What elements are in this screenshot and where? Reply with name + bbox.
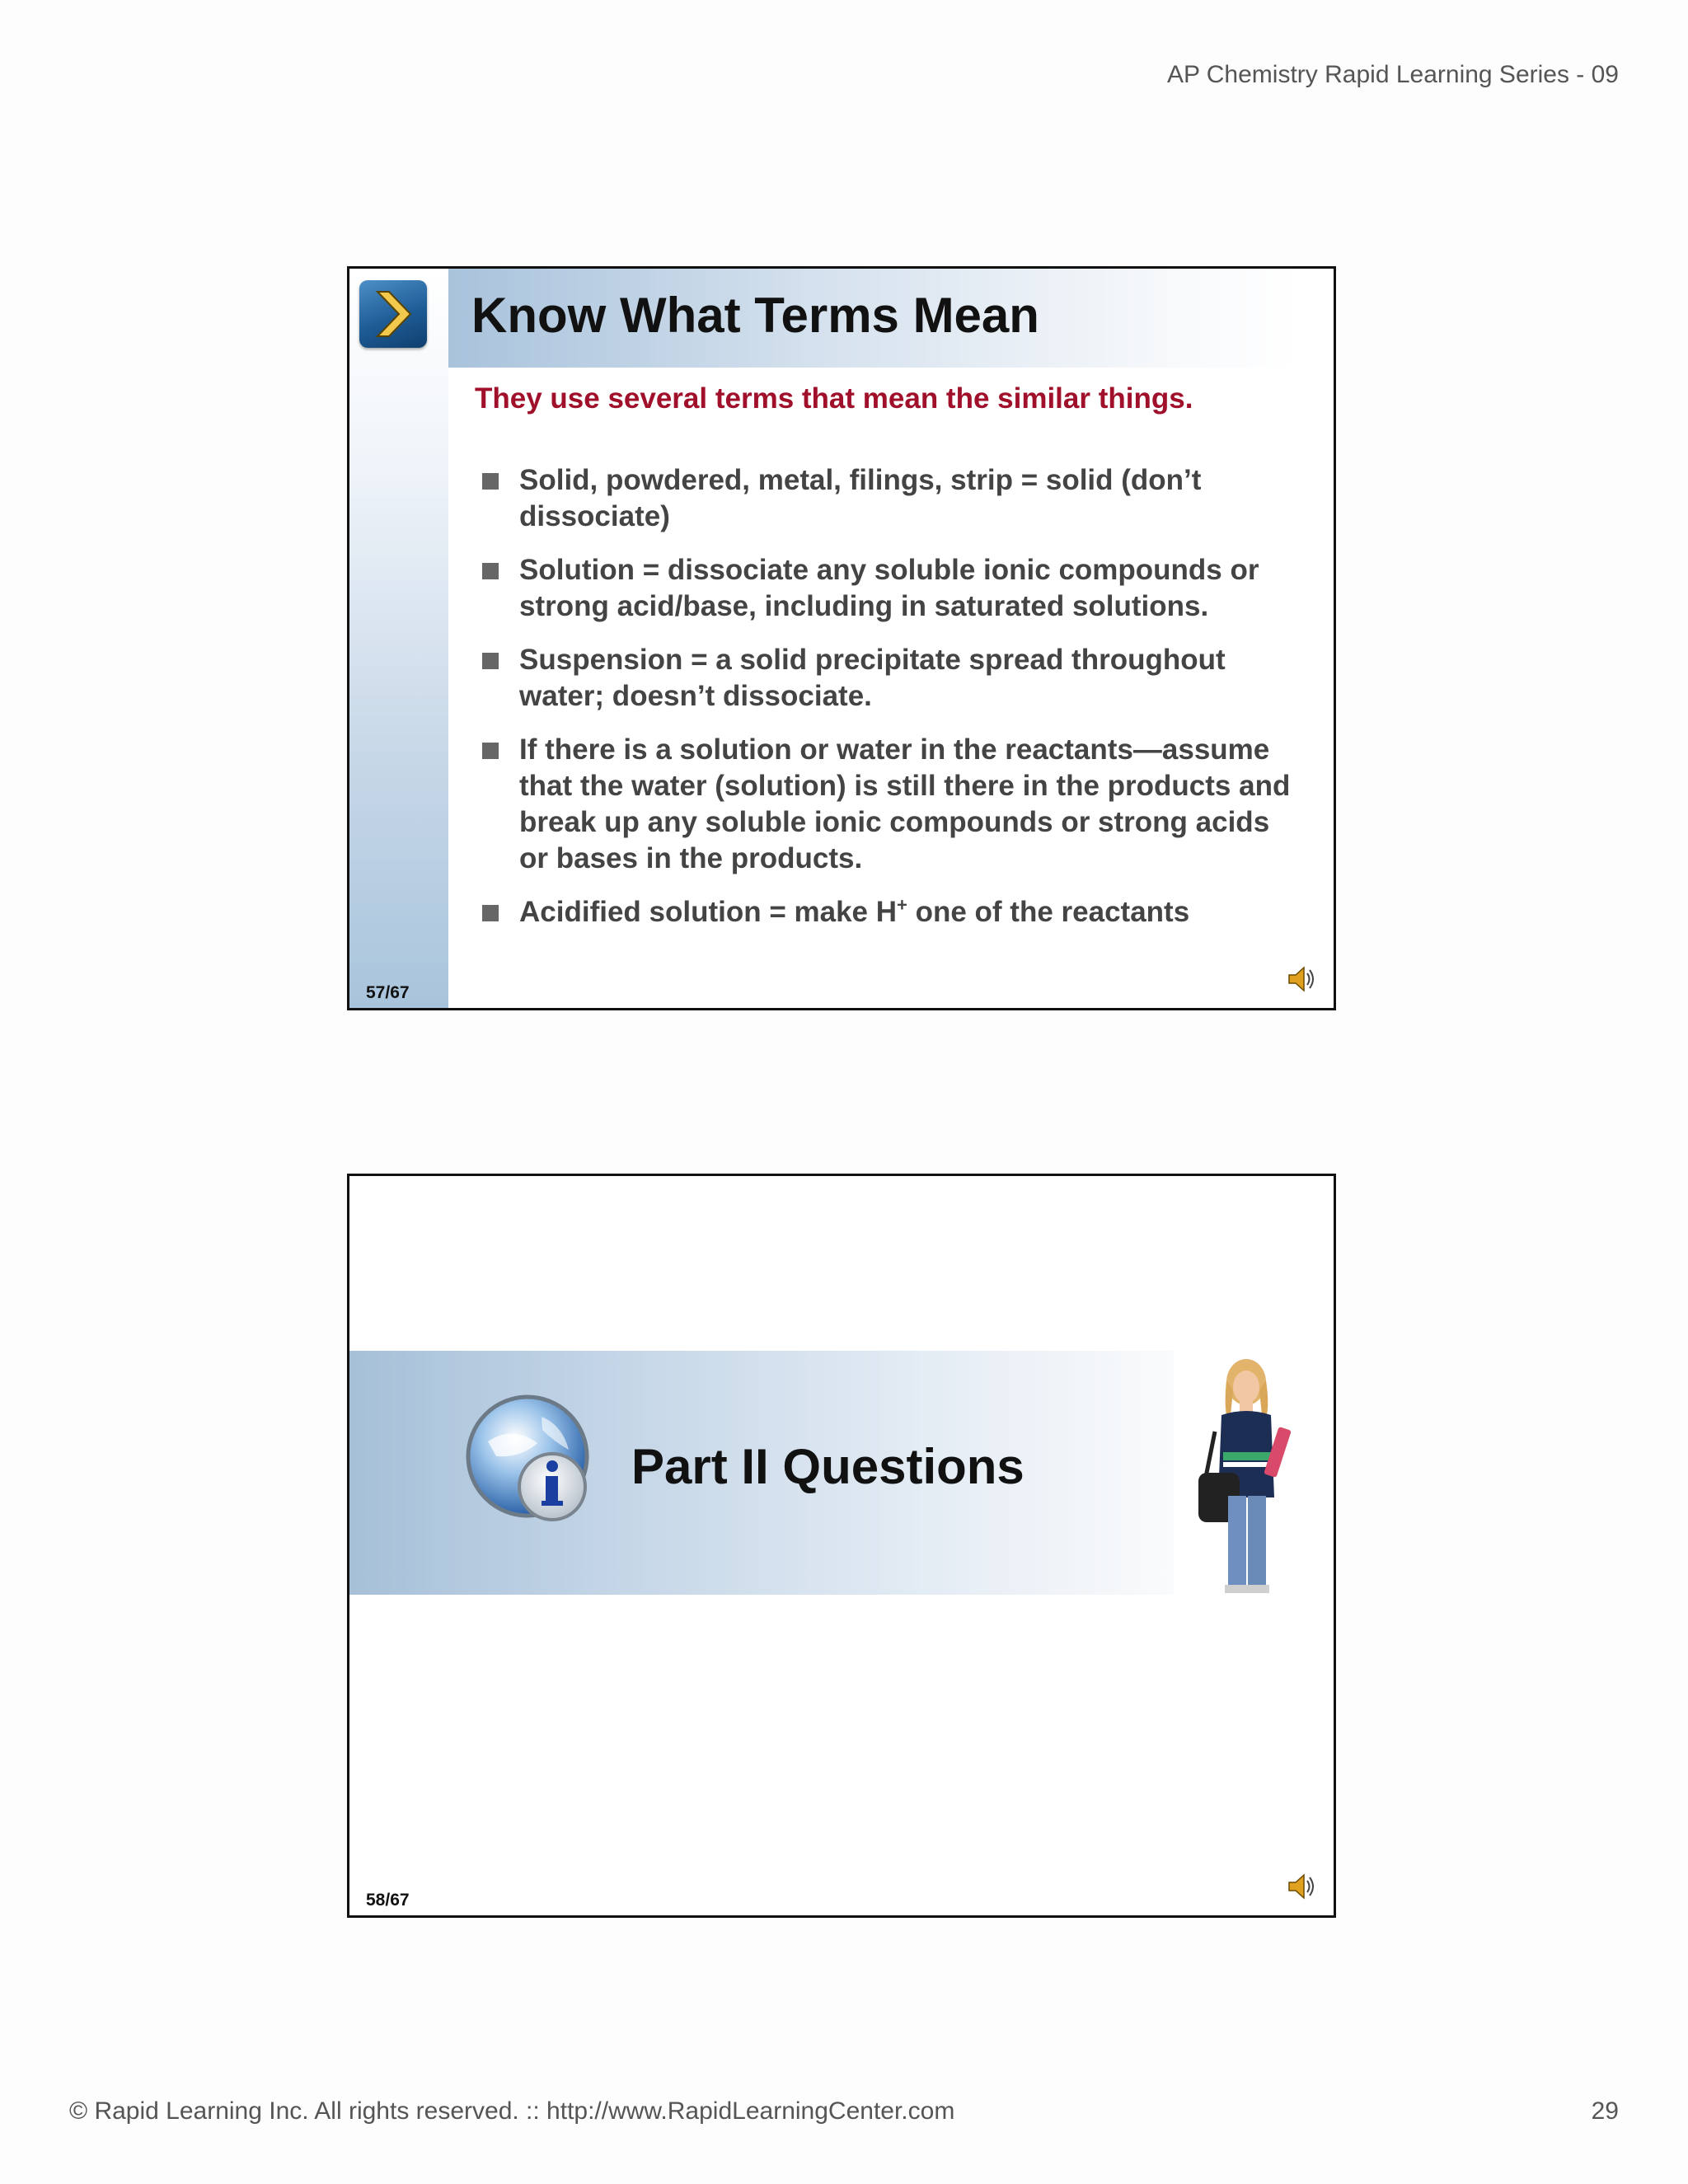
bullet-item: Acidified solution = make H+ one of the reactants <box>482 894 1298 930</box>
slide-58 <box>347 1174 1336 1918</box>
slide-sidebar <box>349 269 448 1008</box>
slide-number: 57/67 <box>366 983 410 1002</box>
bullet-item: Solution = dissociate any soluble ionic compounds or strong acid/base, including in saturated solutions. <box>482 552 1298 625</box>
info-icon <box>463 1392 602 1530</box>
slide-title: Know What Terms Mean <box>471 288 1039 343</box>
bullet-square-icon <box>482 473 499 490</box>
speaker-icon[interactable] <box>1286 963 1319 996</box>
bullet-square-icon <box>482 563 499 579</box>
bullet-item: Solid, powdered, metal, filings, strip = solid (don’t dissociate) <box>482 462 1298 535</box>
bullet-item: Suspension = a solid precipitate spread throughout water; doesn’t dissociate. <box>482 642 1298 715</box>
slide-title: Part II Questions <box>631 1439 1025 1494</box>
bullet-item: If there is a solution or water in the reactants—assume that the water (solution) is still there in the products and break up any soluble ionic compounds or strong acids or bases in the products. <box>482 732 1298 877</box>
slide-subtitle: They use several terms that mean the similar things. <box>475 382 1193 415</box>
arrow-icon <box>359 280 427 348</box>
page-header-series: AP Chemistry Rapid Learning Series - 09 <box>1166 61 1619 88</box>
slide-number: 58/67 <box>366 1891 410 1910</box>
bullet-square-icon <box>482 743 499 759</box>
speaker-icon[interactable] <box>1286 1870 1319 1903</box>
student-image <box>1182 1357 1322 1596</box>
footer-copyright: © Rapid Learning Inc. All rights reserved. :: http://www.RapidLearningCenter.com <box>69 2097 955 2125</box>
footer-page-number: 29 <box>1591 2097 1619 2125</box>
slide-57 <box>347 266 1336 1010</box>
bullet-square-icon <box>482 653 499 669</box>
bullet-list <box>482 462 1298 948</box>
bullet-square-icon <box>482 905 499 921</box>
